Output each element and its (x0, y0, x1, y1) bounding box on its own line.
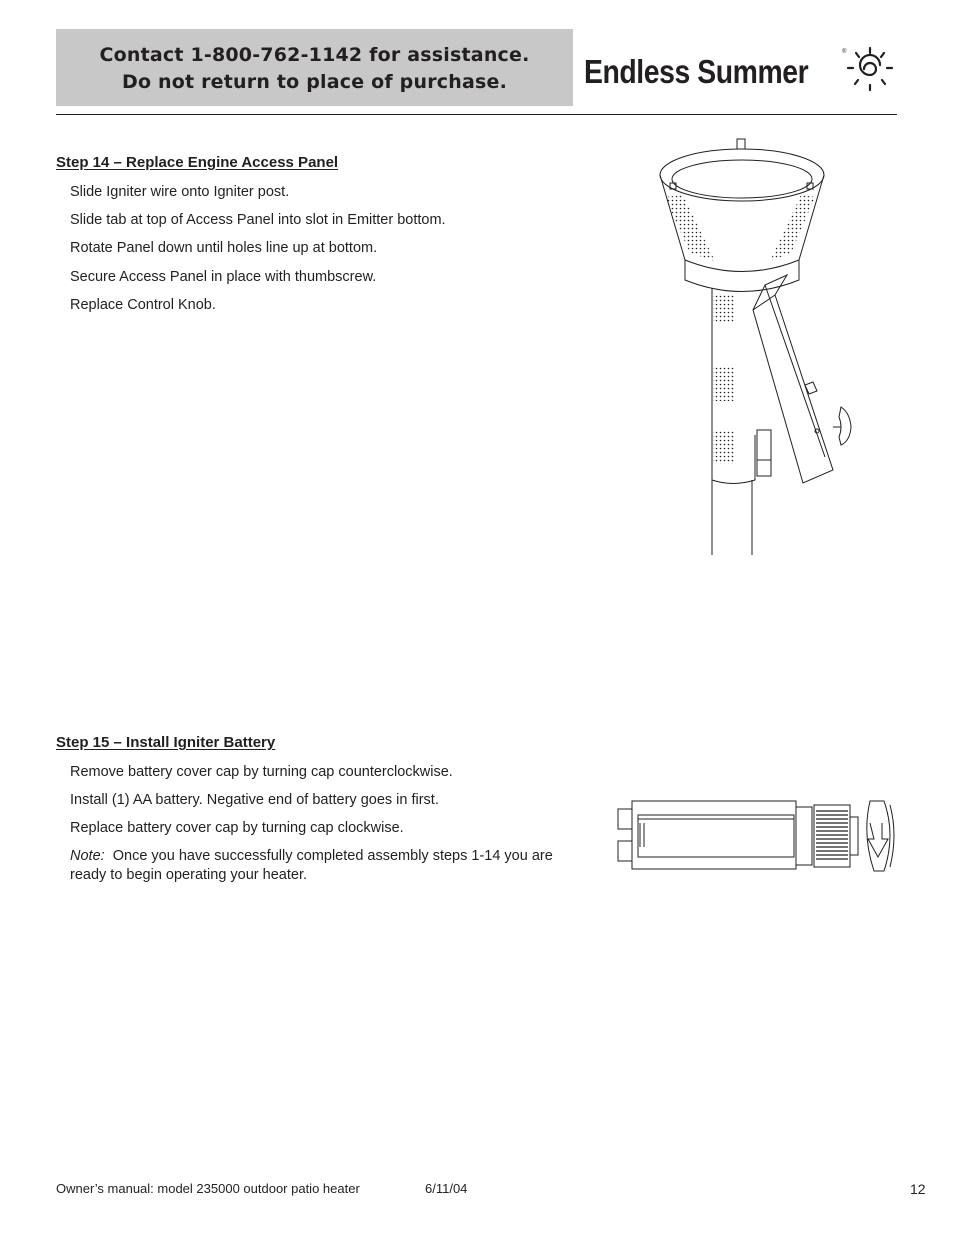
note-text: Once you have successfully completed assembly steps 1-14 you are ready to begin operating your heater. (70, 848, 553, 883)
step-14-line-3: Rotate Panel down until holes line up at bottom. (70, 240, 378, 256)
svg-text:®: ® (842, 49, 847, 55)
step-15-title: Step 15 – Install Igniter Battery (56, 734, 276, 751)
step-14-line-2: Slide tab at top of Access Panel into slot in Emitter bottom. (70, 212, 446, 228)
sun-swirl-logo-icon (842, 44, 898, 94)
step-15-line-3: Replace battery cover cap by turning cap clockwise. (70, 820, 404, 836)
contact-banner (56, 29, 573, 106)
step-15-line-1: Remove battery cover cap by turning cap counterclockwise. (70, 764, 453, 780)
contact-line-1: Contact 1-800-762-1142 for assistance. (99, 44, 530, 66)
step-14-line-4: Secure Access Panel in place with thumbscrew. (70, 269, 377, 285)
contact-line-2: Do not return to place of purchase. (122, 71, 507, 93)
footer-date: 6/11/04 (425, 1181, 468, 1196)
step-15-line-2: Install (1) AA battery. Negative end of battery goes in first. (70, 792, 439, 808)
heater-access-panel-illustration (655, 135, 860, 560)
brand-name: Endless Summer (584, 53, 809, 90)
step-15-note (70, 847, 570, 885)
igniter-battery-illustration (612, 795, 902, 877)
footer-manual: Owner’s manual: model 235000 outdoor patio heater (56, 1181, 360, 1196)
step-14-line-1: Slide Igniter wire onto Igniter post. (70, 184, 290, 200)
step-14-title: Step 14 – Replace Engine Access Panel (56, 154, 339, 171)
note-label: Note: (70, 848, 105, 864)
step-14-line-5: Replace Control Knob. (70, 297, 216, 313)
header-divider (56, 114, 897, 115)
page-number: 12 (910, 1181, 926, 1197)
